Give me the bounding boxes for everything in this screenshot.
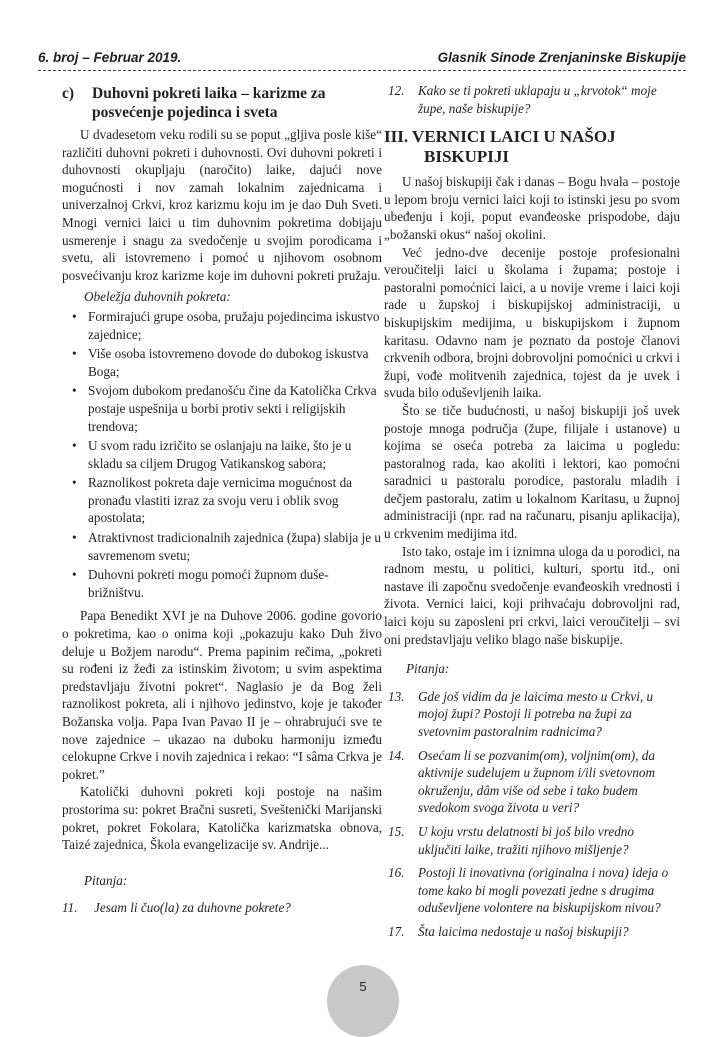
- questions-label: Pitanja:: [84, 872, 128, 888]
- section-heading: [384, 127, 680, 167]
- question-item: [384, 747, 680, 817]
- subsection-heading: [62, 84, 382, 122]
- paragraph: U našoj biskupiji čak i danas – Bogu hvala – postoje u lepom broju vernici laici koji to istinski jesu po svom ubeđenju i koji, poput evanđeoske prispodobe, daju „božanski okus“ našoj okolini.: [384, 174, 680, 242]
- page-number-badge: [327, 965, 399, 1037]
- left-column: [62, 82, 382, 923]
- paragraph: Isto tako, ostaje im i iznimna uloga da u porodici, na radnom mestu, u politici, kulturi, sportu itd., oni nastave ili započnu svedočenje evanđeoskih vrednosti i života. Vernici laici, koji prihvaćaju dobrovoljni rad, laici koju su zaposleni pri crkvi, laici veroučitelji – svi oni predstavljaju veliko blago naše biskupije.: [384, 543, 680, 647]
- question-text: Šta laicima nedostaje u našoj biskupiji?: [418, 923, 629, 939]
- questions-list-top: [384, 82, 680, 117]
- bullet-icon: •: [72, 383, 77, 399]
- bullet-icon: •: [72, 438, 77, 454]
- question-text: Gde još vidim da je laicima mesto u Crkvi, u mojoj župi? Postoji li potreba na župi za svetovnim pastoralnim radnicima?: [418, 688, 654, 739]
- section-title-line-2: BISKUPIJI: [424, 147, 510, 167]
- paragraph: Papa Benedikt XVI je na Duhove 2006. godine govorio o pokretima, kao o onima koji „pokazuju kako Duh živo deluje u Božjem narodu“. Prema papinim rečima, „pokreti su rođeni iz žeđi za istinskim životom; u svim aspektima predstavljaju životni pokret“. Naglasio je da Bog želi raznolikost pokreta, ali i njihovo jedinstvo, koje je također Božanska volja. Papa Ivan Pavao II je – ohrabrujući sve te nove zajednice – ukazao na duboku harmoniju između celokupne Crkve i novih zajednica i rekao: “I sâma Crkva je pokret.”: [62, 608, 382, 782]
- question-number: 17.: [388, 923, 405, 939]
- question-number: 16.: [388, 865, 405, 881]
- bullet-icon: •: [72, 530, 77, 546]
- list-item: • Raznolikost pokreta daje vernicima mogućnost da pronađu vlastiti izraz za svoju veru i oblik svog apostolata;: [72, 475, 353, 526]
- publication-title: Glasnik Sinode Zrenjaninske Biskupije: [437, 50, 686, 65]
- list-item: • Duhovni pokreti mogu pomoći župnom duše-brižništvu.: [72, 567, 329, 600]
- features-label: Obeležja duhovnih pokreta:: [84, 289, 231, 305]
- list-item: • Svojom dubokom predanošću čine da Katolička Crkva postaje uspešnija u borbi protiv sekti i religijskih trendova;: [72, 383, 377, 434]
- running-header: [38, 46, 686, 66]
- questions-list: [384, 688, 680, 941]
- question-number: 15.: [388, 823, 405, 839]
- section-title-line-1: III. VERNICI LAICI U NAŠOJ: [384, 127, 616, 147]
- question-item: [62, 899, 382, 917]
- right-column: [384, 82, 680, 947]
- question-item: [384, 82, 680, 117]
- paragraph: Što se tiče budućnosti, u našoj biskupiji još uvek postoje mnoga područja (župe, filijale i ustanove) u kojima se oseća potreba za laicima u pogledu: pastoralnog rada, kao akoliti i lektori, kao pomoćni saradnici u pastoralu porodice, pastoralu mladih i dečjem pastoralu, zatim u lokalnom Karitasu, u župnoj administraciji (npr. rad na računaru, pisanju aplikacija), u crkvenim medijima itd.: [384, 402, 680, 542]
- bullet-icon: •: [72, 567, 77, 583]
- list-item: • U svom radu izričito se oslanjaju na laike, što je u skladu sa ciljem Drugog Vatikanskog sabora;: [72, 438, 352, 471]
- bullet-icon: •: [72, 475, 77, 491]
- paragraph: U dvadesetom veku rodili su se poput „gljiva posle kiše“ različiti duhovni pokreti i duhovnosti. Ovi duhovni pokreti i duhovnosti okupljaju (naročito) laike, dajući nove mogućnosti i nov zamah lokalnim zajednicama i univerzalnoj Crkvi, kroz karizmu koju im je dao Duh Sveti. Mnogi vernici laici u tim duhovnim pokretima dobijaju usmerenje i snagu za svedočenje u svojim porodicama i svetu, ali istovremeno i pomoć u njihovom osobnom posvećivanju kroz karizme koje im duhovni pokreti pružaju.: [62, 127, 382, 283]
- paragraph: Već jedno-dve decenije postoje profesionalni veroučitelji laici u školama i župama; postoje i pastoralni pomoćnici laici, a u novije vreme i laici koji rade u župskoj i biskupijskoj administraciji, u biskupijskim medijima, u biskupijskom i župnom karitasu. Odavno nam je poznato da postoje članovi crkvenih odbora, brojni dobrovoljni pomoćnici u crkvi i župi, vođe molitvenih zajednica, tojest da je uvek i svuda bilo oduševljenih laika.: [384, 244, 680, 401]
- features-list: [62, 308, 382, 602]
- paragraph: Katolički duhovni pokreti koji postoje na našim prostorima su: pokret Bračni susreti, Sveštenički Marijanski pokret, pokret Fokolara, Katolička karizmatska obnova, Taizé zajednica, Škola evangelizacije sv. Andrije...: [62, 784, 382, 853]
- bullet-icon: •: [72, 346, 77, 362]
- issue-label: 6. broj – Februar 2019.: [38, 50, 182, 65]
- question-item: [384, 688, 680, 741]
- question-text: U koju vrstu delatnosti bi još bilo vredno uključiti laike, tražiti njihovo mišljenje?: [418, 823, 634, 857]
- question-text: Jesam li čuo(la) za duhovne pokrete?: [94, 900, 291, 916]
- question-text: Kako se ti pokreti uklapaju u „krvotok“ moje župe, naše biskupije?: [418, 83, 657, 116]
- question-text: Postoji li inovativna (originalna i nova) ideja o tome kako bi mogli povezati jedne s drugima oduševljene volontere na biskupijskom nivou?: [418, 865, 669, 916]
- question-number: 14.: [388, 747, 405, 763]
- questions-list: [62, 899, 382, 917]
- question-item: [384, 923, 680, 941]
- bullet-icon: •: [72, 308, 77, 324]
- question-text: Osećam li se pozvanim(om), voljnim(om), da aktivnije sudelujem u župnom i/ili svetovnom okruženju, dâm više od sebe i tako budem svedokom svoga života u veri?: [418, 747, 655, 816]
- list-item: • Atraktivnost tradicionalnih zajednica (župa) slabija je u savremenom svetu;: [72, 530, 381, 563]
- question-number: 13.: [388, 688, 405, 704]
- subsection-title-line-1: Duhovni pokreti laika – karizme za: [92, 85, 326, 102]
- questions-label: Pitanja:: [406, 661, 450, 677]
- header-divider: [38, 70, 686, 71]
- question-number: 12.: [388, 83, 405, 98]
- question-item: [384, 823, 680, 858]
- list-item: • Više osoba istovremeno dovode do dubokog iskustva Boga;: [72, 346, 369, 379]
- list-item: • Formirajući grupe osoba, pružaju pojedincima iskustvo zajednice;: [72, 308, 380, 342]
- subsection-letter: c): [62, 85, 75, 102]
- page-number: 5: [359, 979, 367, 994]
- question-item: [384, 864, 680, 917]
- question-number: 11.: [62, 900, 78, 916]
- subsection-title-line-2: posvećenje pojedinca i sveta: [92, 104, 278, 121]
